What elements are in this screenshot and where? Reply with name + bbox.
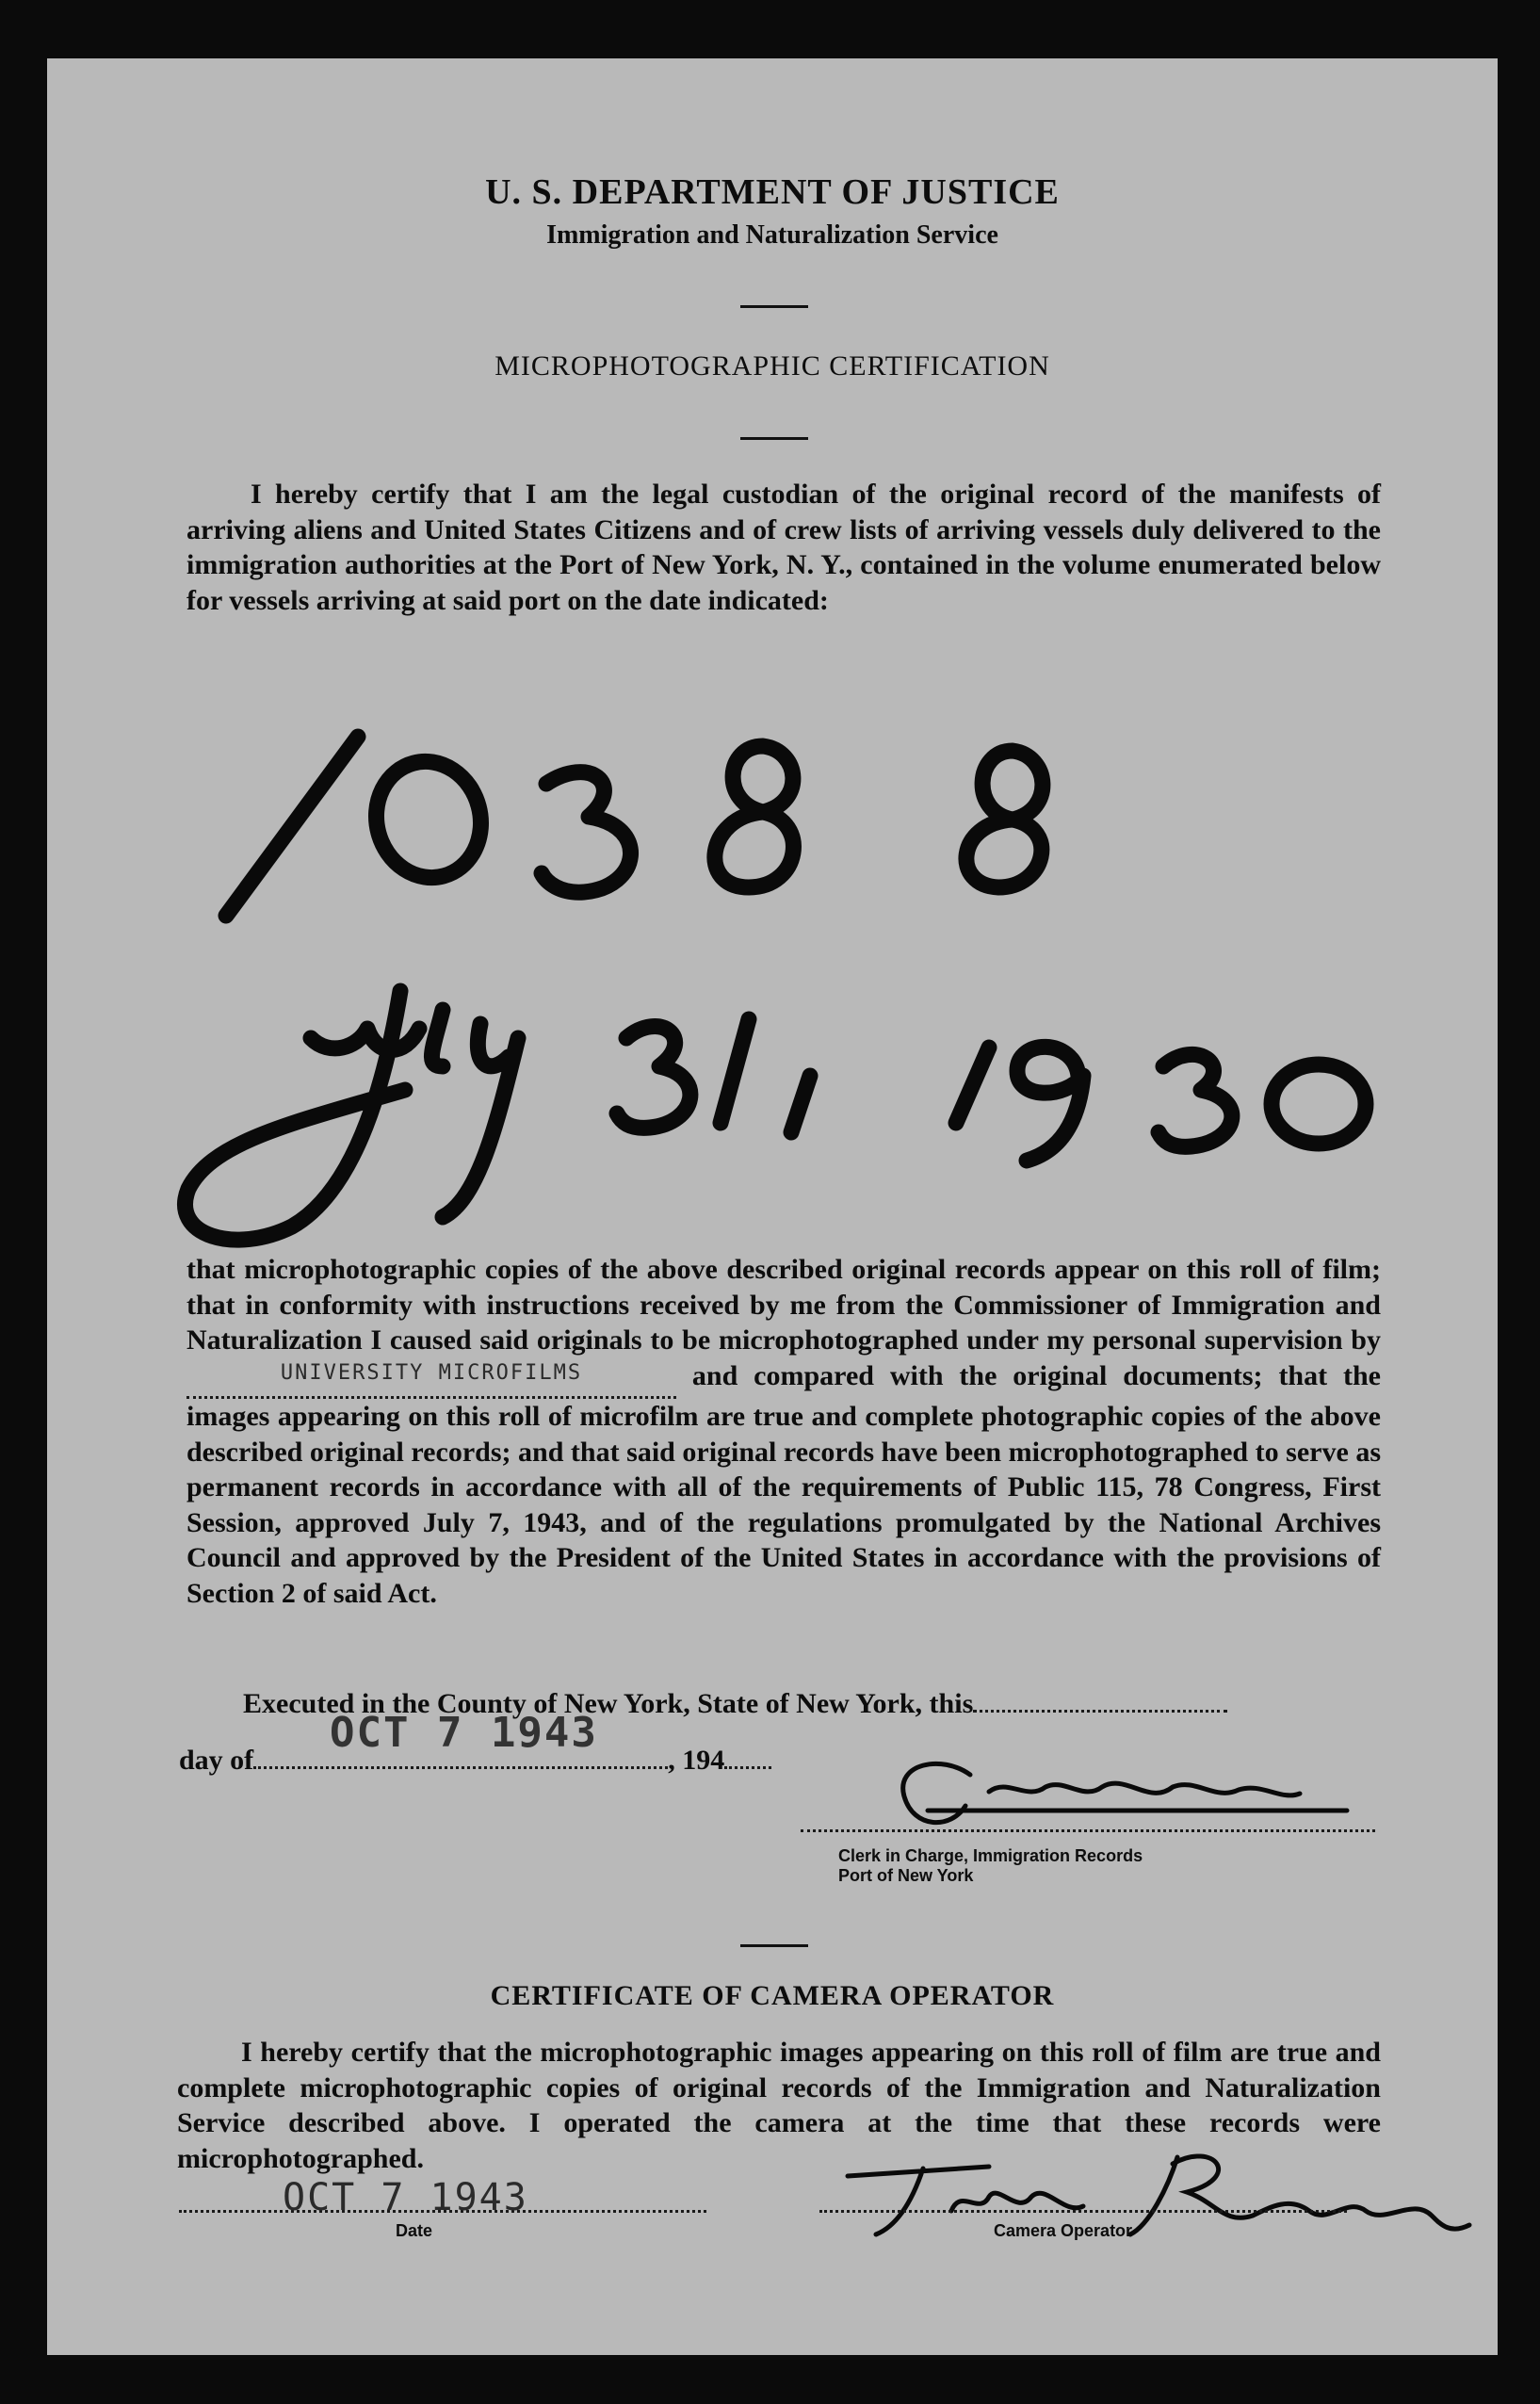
executed-day-field xyxy=(973,1710,1227,1713)
camera-operator-heading: CERTIFICATE OF CAMERA OPERATOR xyxy=(490,1980,1055,2011)
handwritten-word-july xyxy=(186,991,405,1240)
year-field xyxy=(724,1766,771,1769)
department-title: U. S. DEPARTMENT OF JUSTICE xyxy=(485,172,1060,212)
divider xyxy=(740,1944,808,1947)
camera-operator-signature-line xyxy=(819,2210,1347,2213)
date-stamp: OCT 7 1943 xyxy=(330,1709,598,1757)
divider xyxy=(740,305,808,308)
certificate-page xyxy=(47,58,1498,2355)
handwritten-digit-3 xyxy=(617,1027,690,1129)
handwritten-comma xyxy=(791,1076,810,1132)
camera-date-stamp: OCT 7 1943 xyxy=(283,2176,528,2219)
handwritten-digit-1 xyxy=(721,1019,749,1123)
service-subtitle: Immigration and Naturalization Service xyxy=(546,220,998,250)
microfilm-statement: that microphotographic copies of the above described original records appear on this roll of film; that in conformity with instructions received by me from the Commissioner of Immigration and Naturalization I caused said originals to be microphotographed under my personal supervision by $^{UNIVERSITY MICROFILMS}$ and compared with the original documents; that the images appearing on this roll of microfilm are true and complete photographic copies of the above described original records; and that said original records have been microphotographed to serve as permanent records in accordance with all of the requirements of Public 115, 78 Congress, First Session, approved July 7, 1943, and of the regulations promulgated by the National Archives Council and approved by the President of the United States in accordance with the provisions of Section 2 of said Act. xyxy=(186,1254,1381,1609)
handwritten-digit-0 xyxy=(364,750,494,889)
handwritten-digit-9 xyxy=(1017,1047,1083,1161)
executed-line: Executed in the County of New York, State of New York, this xyxy=(243,1688,1227,1720)
handwritten-digit-0 xyxy=(1272,1064,1366,1144)
camera-operator-label: Camera Operator xyxy=(994,2221,1133,2240)
handwritten-digit-3 xyxy=(542,772,631,893)
filmed-by-stamp: UNIVERSITY MICROFILMS xyxy=(280,1360,583,1385)
handwritten-digit-8 xyxy=(966,751,1043,887)
filmed-by-field xyxy=(186,1358,676,1400)
clerk-title: Clerk in Charge, Immigration Records Port of New York xyxy=(838,1846,1143,1885)
certification-heading: MICROPHOTOGRAPHIC CERTIFICATION xyxy=(494,350,1050,382)
camera-operator-statement: I hereby certify that the microphotographic images appearing on this roll of film are true and complete microphotographic copies of original records of the Immigration and Naturalization Service described above. I operated the camera at the time that these records were microphotographed. xyxy=(177,2037,1381,2174)
handwritten-digit-1 xyxy=(226,737,358,916)
custodian-statement: I hereby certify that I am the legal custodian of the original record of the manifests of arriving aliens and United States Citizens and of crew lists of arriving vessels duly delivered to the immigration authorities at the Port of New York, N. Y., contained in the volume enumerated below for vessels arriving at said port on the date indicated: xyxy=(186,479,1381,616)
handwritten-digit-8 xyxy=(715,746,794,887)
clerk-signature-line xyxy=(801,1829,1375,1832)
day-of-line: day of , 194 xyxy=(179,1745,771,1777)
date-label: Date xyxy=(396,2221,433,2240)
handwritten-digit-1 xyxy=(956,1048,989,1123)
handwritten-digit-3 xyxy=(1159,1054,1232,1146)
day-of-field xyxy=(253,1766,668,1769)
divider xyxy=(740,437,808,440)
handwritten-word-july-tail xyxy=(311,1010,518,1217)
